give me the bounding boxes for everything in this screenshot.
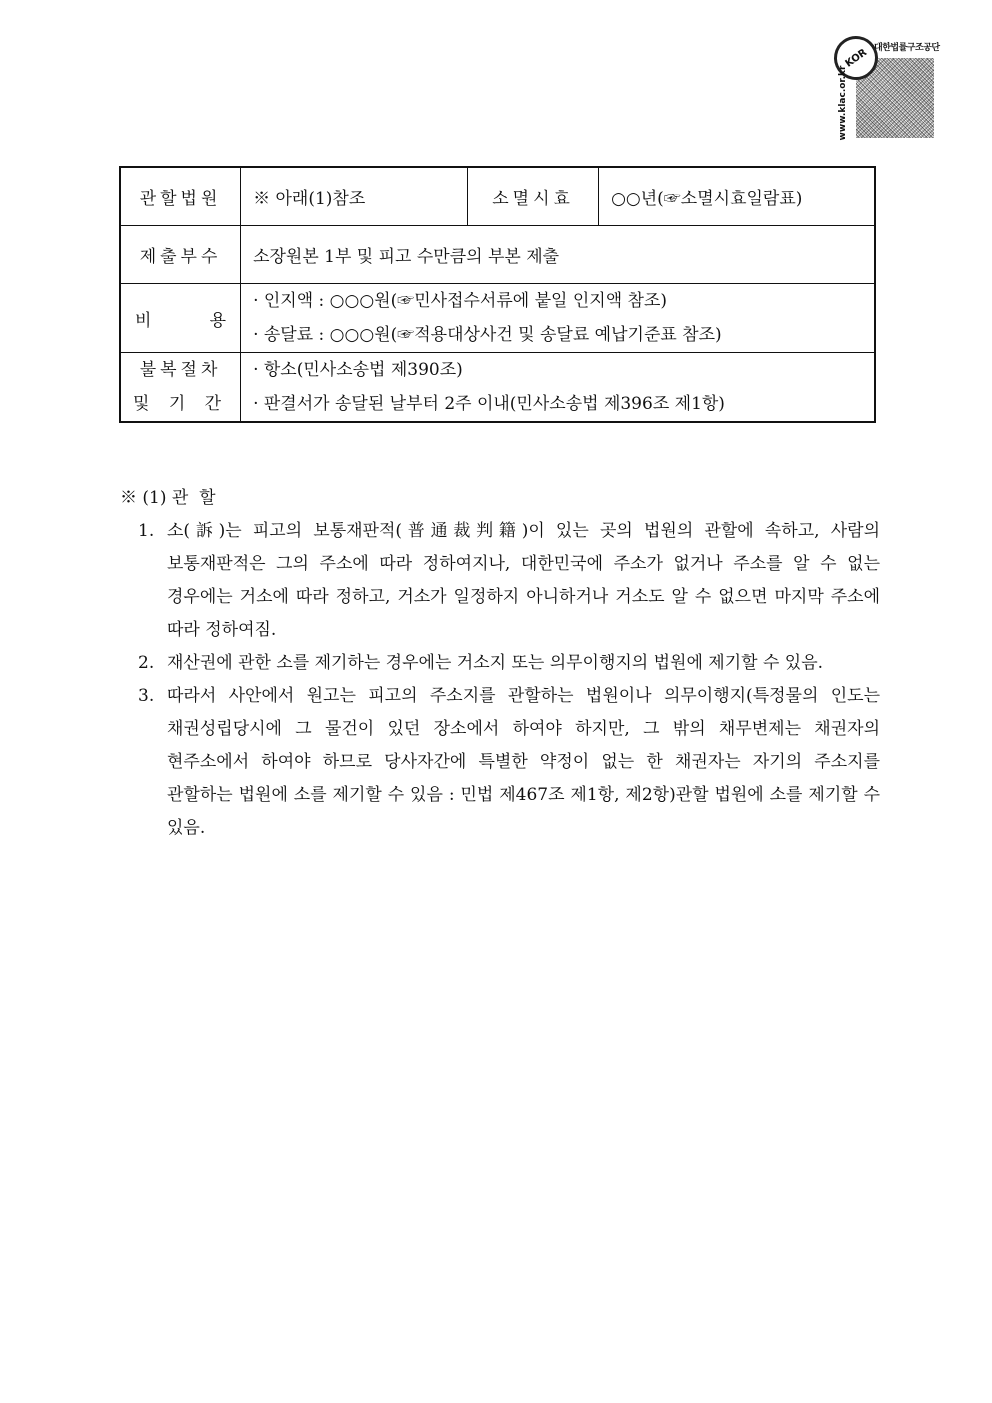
jurisdiction-notes (120, 482, 880, 845)
appeal-period-line: · 판결서가 송달된 날부터 2주 이내(민사소송법 제396조 제1항) (253, 394, 725, 414)
appeal-line: · 항소(민사소송법 제390조) (253, 360, 463, 380)
case-info-table (119, 166, 876, 423)
list-item: 2. 재산권에 관한 소를 제기하는 경우에는 거소지 또는 의무이행지의 법원에 제기할 수 있음. (138, 653, 824, 673)
label-copies: 제출부수 (120, 226, 241, 284)
klac-logo (834, 36, 940, 141)
label-prescription: 소멸시효 (468, 167, 599, 226)
value-costs (241, 284, 875, 353)
table-row-copies (120, 226, 875, 284)
stamp-fee-line: · 인지액 : ○○○원(☞민사접수서류에 붙일 인지액 참조) (253, 291, 667, 311)
label-appeal: 불복절차 및 기 간 (120, 353, 241, 423)
value-copies: 소장원본 1부 및 피고 수만큼의 부본 제출 (241, 226, 875, 284)
table-row-appeal (120, 353, 875, 423)
table-row-jurisdiction (120, 167, 875, 226)
kor-seal-icon: KOR (825, 27, 886, 88)
value-prescription: ○○년(☞소멸시효일람표) (599, 167, 875, 226)
table-row-costs (120, 284, 875, 353)
value-jurisdiction: ※ 아래(1)참조 (241, 167, 468, 226)
org-name: 대한법률구조공단 (874, 43, 940, 53)
org-url: www.klac.or.kr (838, 65, 848, 141)
list-item: 1. 소(訴)는 피고의 보통재판적(普通裁判籍)이 있는 곳의 법원의 관할에 속하고, 사람의 보통재판적은 그의 주소에 따라 정하여지나, 대한민국에 주소가 없거나 주소를 알 수 없는 경우에는 거소에 따라 정하고, 거소가 일정하지 아니하거나 거소도 알 수 없으면 마지막 주소에 따라 정하여짐. (138, 521, 880, 640)
list-item: 3. 따라서 사안에서 원고는 피고의 주소지를 관할하는 법원이나 의무이행지(특정물의 인도는 채권성립당시에 그 물건이 있던 장소에서 하여야 하지만, 그 밖의 채무변제는 채권자의 현주소에서 하여야 하므로 당사자간에 특별한 약정이 없는 한 채권자는 자기의 주소지를 관할하는 법원에 소를 제기할 수 있음 : 민법 제467조 제1항, 제2항)관할 법원에 소를 제기할 수 있음. (138, 686, 880, 838)
service-fee-line: · 송달료 : ○○○원(☞적용대상사건 및 송달료 예납기준표 참조) (253, 325, 722, 345)
notes-list (120, 515, 880, 845)
label-costs: 비 용 (120, 284, 241, 353)
notes-title: ※ (1) 관 할 (120, 488, 216, 508)
value-appeal (241, 353, 875, 423)
label-jurisdiction: 관할법원 (120, 167, 241, 226)
